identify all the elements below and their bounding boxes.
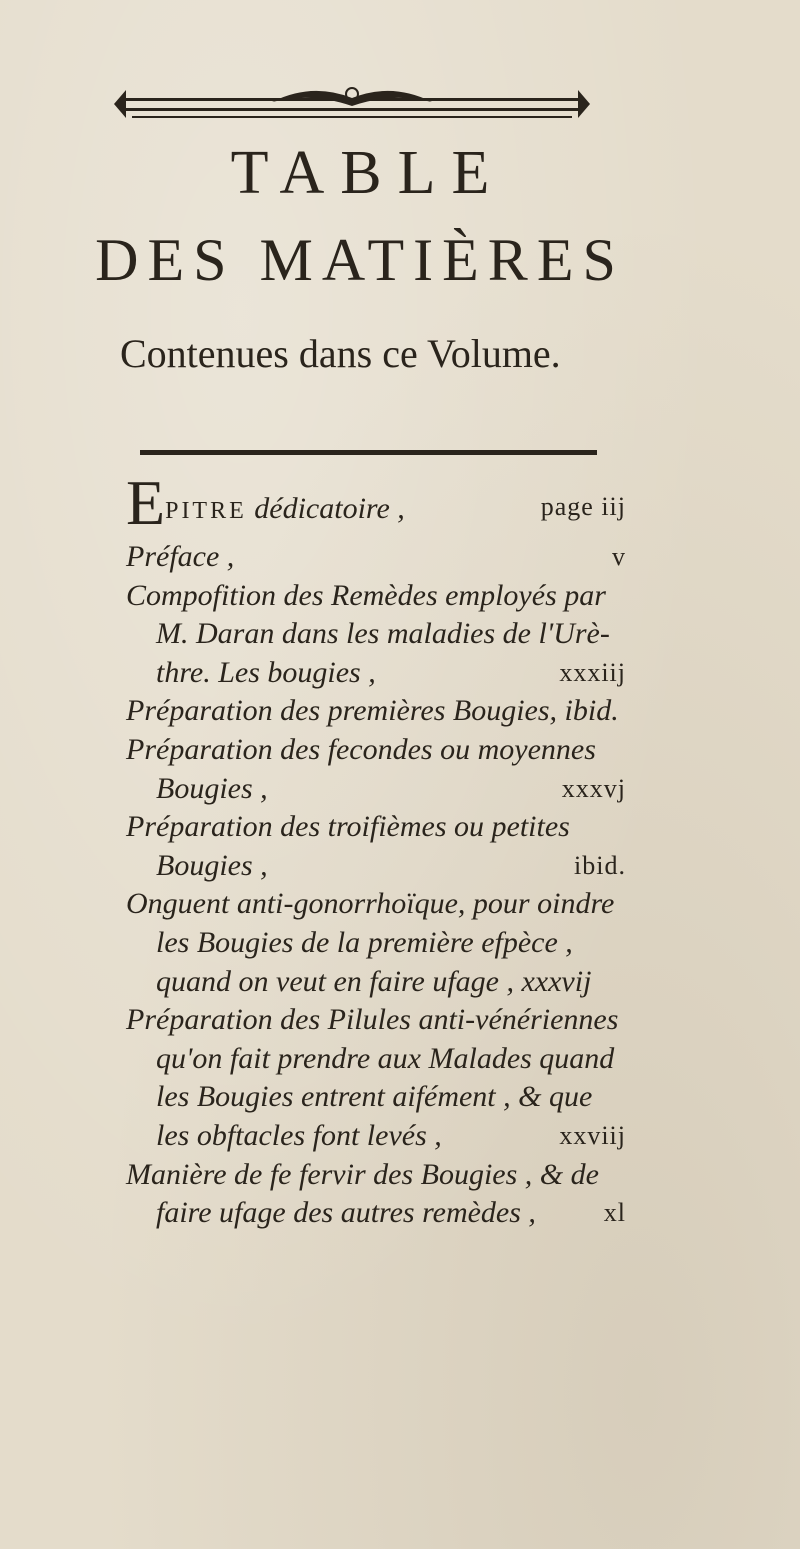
decorative-header-ornament (112, 82, 592, 128)
toc-entry (126, 770, 626, 809)
toc-entry (126, 692, 626, 731)
toc-entry-page: v (612, 542, 626, 571)
toc-entry-text: les Bougies entrent aifément , & que (156, 1080, 593, 1114)
toc-entry (126, 1078, 626, 1117)
toc-entry (126, 1040, 626, 1079)
toc-entries (126, 538, 626, 1233)
toc-entry (126, 1156, 626, 1195)
title-table: TABLE (230, 139, 506, 207)
toc-entry (126, 963, 626, 1002)
toc-entry (126, 538, 626, 577)
toc-entry-text: Bougies , (156, 848, 268, 882)
toc-entry-text: Compofition des Remèdes employés par (126, 578, 606, 612)
title-des-matieres: DES MATIÈRES (95, 227, 625, 293)
toc-entry-text: quand on veut en faire ufage , xxxvij (156, 964, 592, 998)
toc-entry (126, 577, 626, 616)
toc-entry (126, 1194, 626, 1233)
toc-entry-page: xxviij (559, 1120, 626, 1150)
toc-entry-text: les Bougies de la première efpèce , (156, 925, 573, 959)
toc-entry-text: Bougies , (156, 771, 268, 805)
toc-entry (126, 1117, 626, 1156)
toc-entry-epitre (126, 467, 626, 538)
toc-entry (126, 924, 626, 963)
toc-entry (126, 885, 626, 924)
subtitle: Contenues dans ce Volume. (120, 331, 561, 376)
horizontal-rule (140, 450, 597, 455)
toc-entry-text: Préparation des premières Bougies, ibid. (126, 694, 619, 728)
toc-entry-page: ibid. (574, 850, 626, 880)
toc-entry-text: Onguent anti-gonorrhoïque, pour oindre (126, 887, 615, 921)
toc-entry (126, 847, 626, 886)
toc-entry (126, 615, 626, 654)
toc-entry-text: Préparation des Pilules anti-vénériennes (126, 1003, 619, 1037)
epitre-smallcaps: PITRE (165, 498, 247, 524)
toc-entry-text: thre. Les bougies , (156, 655, 376, 689)
toc-entry-text: Préparation des fecondes ou moyennes (126, 732, 596, 766)
toc-entry-text: Manière de fe fervir des Bougies , & de (126, 1157, 599, 1191)
toc-entry-text: faire ufage des autres remèdes , (156, 1196, 536, 1230)
toc-entry (126, 1001, 626, 1040)
toc-entry-text: les obftacles font levés , (156, 1118, 442, 1152)
toc-entry-text: Préface , (126, 540, 235, 573)
toc-entry-text: Préparation des troifièmes ou petites (126, 810, 570, 844)
toc-entry-page: xl (603, 1198, 626, 1228)
toc-entry (126, 654, 626, 693)
epitre-rest: dédicatoire , (254, 492, 405, 525)
toc-entry (126, 808, 626, 847)
toc-entry-page: xxxiij (559, 657, 626, 687)
toc-entry (126, 731, 626, 770)
toc-entry-text: qu'on fait prendre aux Malades quand (156, 1041, 615, 1075)
table-of-contents (126, 467, 626, 1233)
dropcap-letter: E (126, 467, 166, 538)
toc-entry-page: xxxvj (561, 773, 626, 803)
epitre-page: page iij (540, 492, 626, 521)
toc-entry-text: M. Daran dans les maladies de l'Urè- (156, 617, 610, 651)
